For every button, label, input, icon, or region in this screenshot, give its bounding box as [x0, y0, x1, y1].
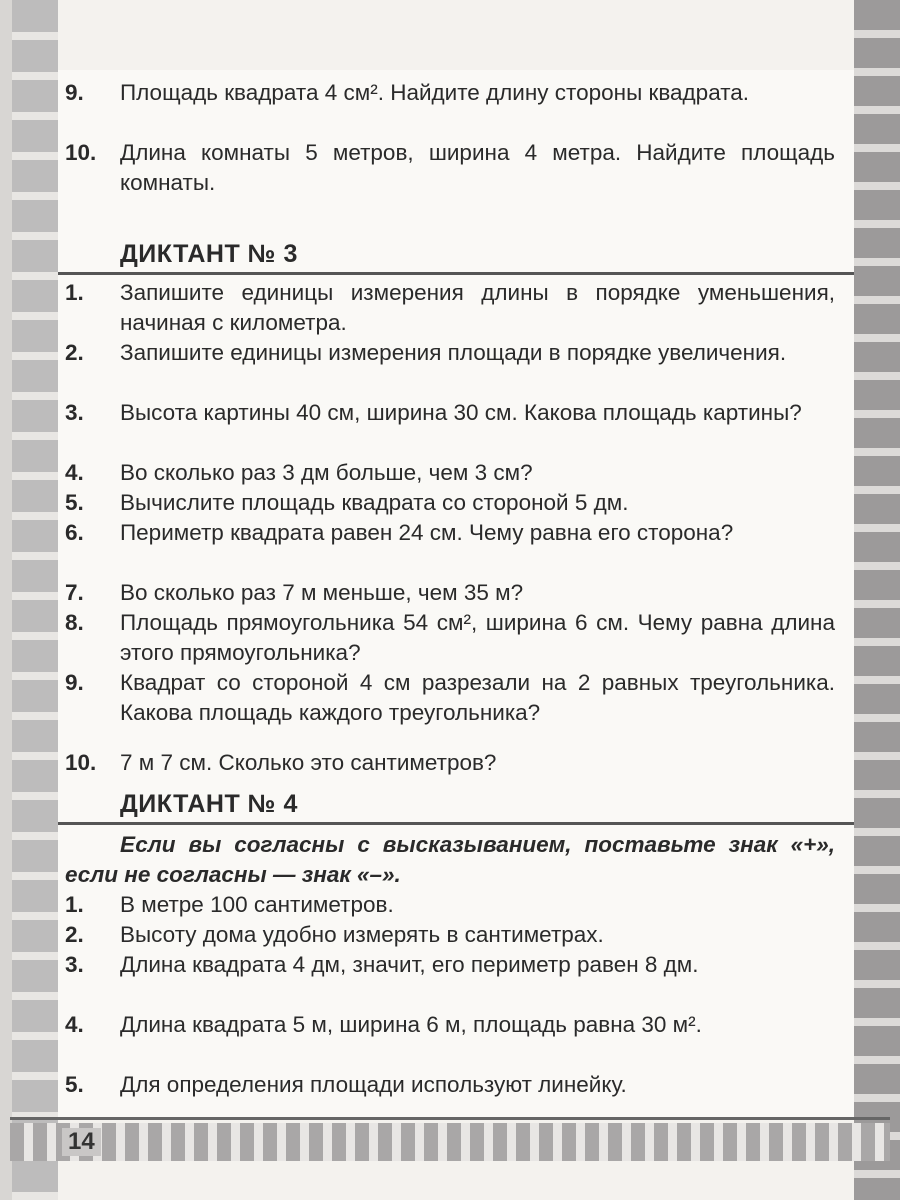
- list-item: [65, 488, 835, 518]
- list-item: [65, 278, 835, 338]
- item-text: Длина комнаты 5 метров, ширина 4 метра. Найдите площадь комнаты.: [120, 140, 835, 195]
- item-number: 4.: [65, 460, 84, 485]
- item-text: Площадь квадрата 4 см². Найдите длину стороны квадрата.: [120, 80, 750, 105]
- item-text: Во сколько раз 3 дм больше, чем 3 см?: [120, 460, 533, 485]
- dictation-3-title: ДИКТАНТ № 3: [120, 240, 298, 268]
- item-number: 5.: [65, 490, 84, 515]
- dictation-4-title: ДИКТАНТ № 4: [120, 790, 298, 818]
- list-item: [65, 950, 835, 980]
- item-text: Во сколько раз 7 м меньше, чем 35 м?: [120, 580, 524, 605]
- list-item: [65, 1070, 835, 1100]
- item-text: 7 м 7 см. Сколько это сантиметров?: [120, 750, 497, 775]
- item-number: 2.: [65, 922, 84, 947]
- item-text: Запишите единицы измерения длины в порядке уменьшения, начиная с километра.: [120, 280, 835, 335]
- item-number: 10.: [65, 750, 97, 775]
- dictation-4-intro: Если вы согласны с высказыванием, поставьте знак «+», если не согласны — знак «–».: [65, 832, 835, 887]
- left-decorative-stripe: [0, 0, 58, 1200]
- item-text: Периметр квадрата равен 24 см. Чему равна его сторона?: [120, 520, 734, 545]
- list-item: [65, 668, 835, 728]
- footer-rule: [10, 1117, 890, 1120]
- item-number: 2.: [65, 340, 84, 365]
- right-decorative-stripe: [854, 0, 900, 1200]
- item-number: 4.: [65, 1012, 84, 1037]
- page-number: 14: [62, 1128, 101, 1156]
- item-number: 9.: [65, 670, 84, 695]
- item-number: 9.: [65, 80, 84, 105]
- item-number: 7.: [65, 580, 84, 605]
- item-text: Площадь прямоугольника 54 см², ширина 6 см. Чему равна длина этого прямоугольника?: [120, 610, 835, 665]
- item-number: 6.: [65, 520, 84, 545]
- dictation-4-rule: [58, 822, 854, 825]
- list-item: [65, 518, 835, 548]
- item-number: 8.: [65, 610, 84, 635]
- item-text: В метре 100 сантиметров.: [120, 892, 394, 917]
- list-item: [65, 578, 835, 608]
- footer-stripe: [10, 1123, 890, 1161]
- item-text: Вычислите площадь квадрата со стороной 5 дм.: [120, 490, 629, 515]
- list-item: [65, 920, 835, 950]
- list-item: [65, 78, 835, 108]
- list-item: [65, 890, 835, 920]
- list-item: [65, 398, 835, 428]
- list-item: [65, 748, 835, 778]
- item-number: 1.: [65, 892, 84, 917]
- item-number: 1.: [65, 280, 84, 305]
- item-number: 3.: [65, 400, 84, 425]
- item-text: Квадрат со стороной 4 см разрезали на 2 равных треугольника. Какова площадь каждого треугольника?: [120, 670, 835, 725]
- item-text: Высоту дома удобно измерять в сантиметрах.: [120, 922, 604, 947]
- item-number: 5.: [65, 1072, 84, 1097]
- item-text: Для определения площади используют линейку.: [120, 1072, 627, 1097]
- list-item: [65, 138, 835, 198]
- list-item: [65, 458, 835, 488]
- item-text: Высота картины 40 см, ширина 30 см. Какова площадь картины?: [120, 400, 802, 425]
- item-text: Запишите единицы измерения площади в порядке увеличения.: [120, 340, 787, 365]
- item-number: 3.: [65, 952, 84, 977]
- item-text: Длина квадрата 5 м, ширина 6 м, площадь равна 30 м².: [120, 1012, 702, 1037]
- list-item: [65, 338, 835, 368]
- list-item: [65, 1010, 835, 1040]
- dictation-3-rule: [58, 272, 854, 275]
- item-number: 10.: [65, 140, 97, 165]
- item-text: Длина квадрата 4 дм, значит, его периметр равен 8 дм.: [120, 952, 699, 977]
- list-item: [65, 608, 835, 668]
